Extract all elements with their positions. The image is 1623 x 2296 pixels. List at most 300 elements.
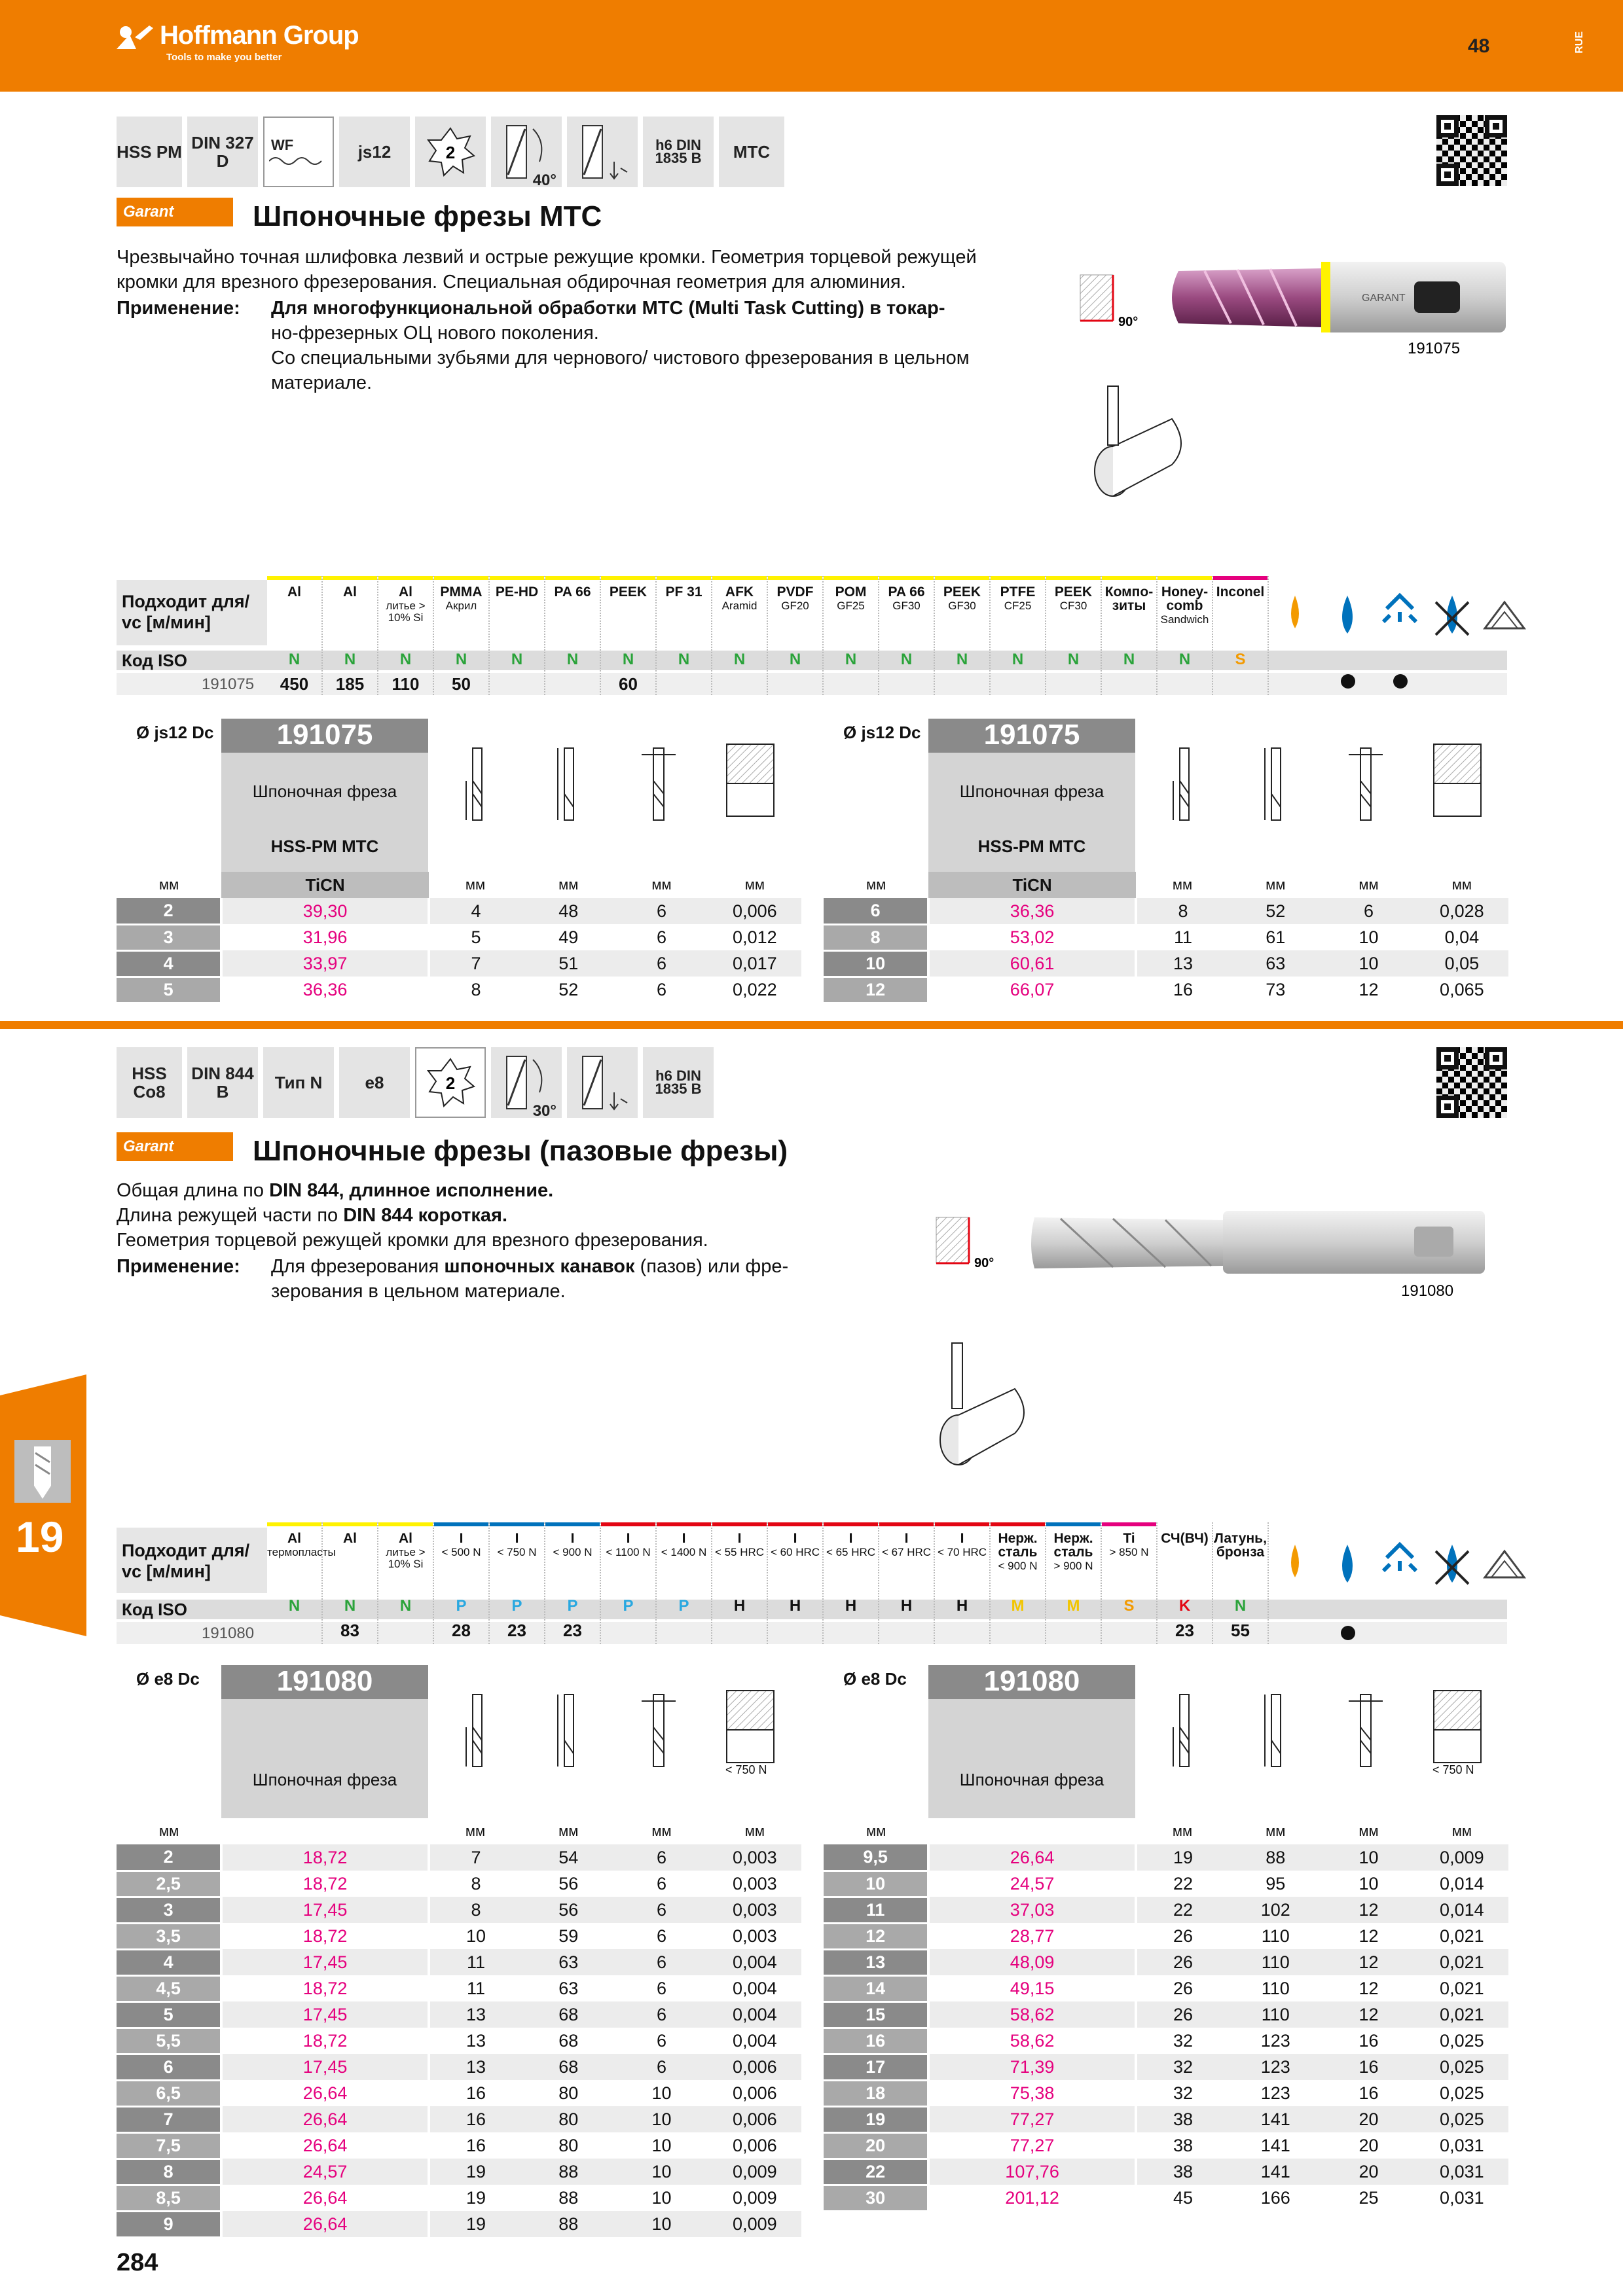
price-value[interactable]: 36,36 xyxy=(221,977,429,1003)
spec-value: 0,021 xyxy=(1415,1923,1508,1949)
row-label-2: 191080 xyxy=(202,1624,255,1642)
language-code: RUE xyxy=(1574,31,1585,54)
iso-code: H xyxy=(733,1597,746,1615)
diameter-value: 4 xyxy=(117,950,221,977)
spec-flutes xyxy=(415,1047,486,1118)
spec-value: 8 xyxy=(429,977,522,1003)
coating-label: TiCN xyxy=(221,872,429,898)
brand-name: Hoffmann Group xyxy=(160,21,359,50)
iso-code: P xyxy=(511,1597,522,1615)
spec-value: 19 xyxy=(429,2159,522,2185)
material-col xyxy=(712,1522,768,1644)
material-name: Al xyxy=(399,584,412,600)
material-col xyxy=(768,576,824,695)
material-sub: термопласты xyxy=(267,1546,336,1558)
diameter-value: 9,5 xyxy=(824,1844,928,1871)
qr-code-1[interactable] xyxy=(1436,115,1507,186)
price-value[interactable]: 49,15 xyxy=(928,1975,1136,2001)
brand-logo xyxy=(117,21,359,63)
diameter-value: 20 xyxy=(824,2132,928,2159)
vc-value: 23 xyxy=(507,1621,526,1640)
spec-value: 123 xyxy=(1229,2028,1322,2054)
spec-value: 16 xyxy=(429,2106,522,2132)
table-row xyxy=(117,2001,801,2028)
material-name: I xyxy=(682,1531,686,1546)
table-row xyxy=(824,924,1508,950)
material-name: Нерж. сталь xyxy=(1053,1531,1093,1560)
table-row xyxy=(117,2211,801,2237)
price-value[interactable]: 26,64 xyxy=(221,2211,429,2237)
spec-value: 88 xyxy=(522,2211,615,2237)
material-name: СЧ(ВЧ) xyxy=(1161,1531,1209,1546)
material-sub: Sandwich xyxy=(1160,613,1209,626)
unit-label: мм xyxy=(558,1823,579,1839)
price-value[interactable]: 75,38 xyxy=(928,2080,1136,2106)
spec-value: 7 xyxy=(429,950,522,977)
diameter-value: 15 xyxy=(824,2001,928,2028)
spec-value: 12 xyxy=(1322,2001,1415,2028)
iso-code: N xyxy=(566,651,579,668)
price-value[interactable]: 48,09 xyxy=(928,1949,1136,1975)
material-col xyxy=(991,1522,1046,1644)
price-value[interactable]: 17,45 xyxy=(221,2054,429,2080)
spec-value: 8 xyxy=(429,1871,522,1897)
material-col xyxy=(1213,1522,1269,1644)
spec-value: 0,014 xyxy=(1415,1897,1508,1923)
spec-value: 6 xyxy=(615,898,708,924)
flutes-icon xyxy=(424,1056,477,1109)
unit-label: мм xyxy=(866,876,886,893)
table-row xyxy=(117,898,801,924)
qr-code-2[interactable] xyxy=(1436,1047,1507,1118)
iso-code: N xyxy=(789,651,801,668)
material-sub: < 900 N xyxy=(553,1546,593,1558)
spec-value: 73 xyxy=(1229,977,1322,1003)
iso-code: H xyxy=(789,1597,801,1615)
product-material: HSS-PM MTC xyxy=(270,836,379,856)
iso-code: P xyxy=(678,1597,689,1615)
spec-value: 88 xyxy=(1229,1844,1322,1871)
iso-code: K xyxy=(1178,1597,1191,1615)
spec-value: 0,021 xyxy=(1415,2001,1508,2028)
page-number-top: 48 xyxy=(1468,35,1490,57)
vc-value: 28 xyxy=(452,1621,471,1640)
material-col xyxy=(879,576,935,695)
diameter-value: 7,5 xyxy=(117,2132,221,2159)
svg-text:2: 2 xyxy=(445,143,456,162)
product-name: Шпоночная фреза xyxy=(252,1770,397,1789)
d-icon xyxy=(614,719,703,850)
table-row xyxy=(824,898,1508,924)
price-value[interactable]: 31,96 xyxy=(221,924,429,950)
spec-value: 10 xyxy=(429,1923,522,1949)
spec-value: 32 xyxy=(1136,2028,1229,2054)
iso-code: N xyxy=(1178,651,1191,668)
spec-value: 16 xyxy=(1322,2054,1415,2080)
iso-code: N xyxy=(1067,651,1080,668)
spec-value: 13 xyxy=(429,2028,522,2054)
price-value[interactable]: 53,02 xyxy=(928,924,1136,950)
price-value[interactable]: 18,72 xyxy=(221,1871,429,1897)
spec-value: 38 xyxy=(1136,2132,1229,2159)
price-value[interactable]: 26,64 xyxy=(928,1844,1136,1871)
spec-value: 63 xyxy=(522,1949,615,1975)
unit-label: мм xyxy=(744,1823,765,1839)
vc-value: 450 xyxy=(280,674,309,694)
price-value[interactable]: 60,61 xyxy=(928,950,1136,977)
price-value[interactable]: 36,36 xyxy=(928,898,1136,924)
spec-value: 20 xyxy=(1322,2159,1415,2185)
material-name: Al xyxy=(287,584,301,600)
spec-value: 0,009 xyxy=(1415,1844,1508,1871)
spec-value: 141 xyxy=(1229,2132,1322,2159)
spec-din: DIN 327 D xyxy=(187,117,258,187)
lt-icon xyxy=(522,719,611,850)
price-value[interactable]: 201,12 xyxy=(928,2185,1136,2211)
material-name: Ti xyxy=(1123,1531,1135,1546)
fz-icon xyxy=(706,719,795,850)
iso-code: M xyxy=(1011,1597,1025,1615)
product-material: HSS-PM MTC xyxy=(977,836,1086,856)
material-name: Al xyxy=(399,1531,412,1546)
spec-value: 5 xyxy=(429,924,522,950)
table-row xyxy=(824,2028,1508,2054)
price-value[interactable]: 66,07 xyxy=(928,977,1136,1003)
ls-icon xyxy=(1138,1665,1227,1796)
table-row xyxy=(117,1844,801,1871)
table-row xyxy=(117,1923,801,1949)
spec-value: 6 xyxy=(615,2001,708,2028)
iso-code: N xyxy=(845,651,857,668)
spec-mtc: MTC xyxy=(719,117,784,187)
iso-label-2: Код ISO xyxy=(122,1600,187,1619)
unit-label: мм xyxy=(651,1823,672,1839)
spec-value: 166 xyxy=(1229,2185,1322,2211)
price-value[interactable]: 58,62 xyxy=(928,2028,1136,2054)
spec-value: 7 xyxy=(429,1844,522,1871)
diameter-value: 3,5 xyxy=(117,1923,221,1949)
material-col xyxy=(490,1522,545,1644)
material-col xyxy=(378,1522,434,1644)
price-value[interactable]: 18,72 xyxy=(221,1975,429,2001)
spec-value: 16 xyxy=(1136,977,1229,1003)
spec-value: 0,004 xyxy=(708,1975,801,2001)
spec-value: 6 xyxy=(615,1975,708,2001)
spec-value: 16 xyxy=(429,2132,522,2159)
spec-value: 12 xyxy=(1322,977,1415,1003)
diameter-value: 17 xyxy=(824,2054,928,2080)
diameter-value: 4,5 xyxy=(117,1975,221,2001)
price-value[interactable]: 18,72 xyxy=(221,1923,429,1949)
material-name: I xyxy=(626,1531,630,1546)
diameter-value: 6 xyxy=(824,898,928,924)
unit-label: мм xyxy=(1451,876,1472,893)
spec-value: 0,004 xyxy=(708,2001,801,2028)
spec-value: 6 xyxy=(615,1871,708,1897)
material-name: PA 66 xyxy=(888,584,925,600)
spec-value: 6 xyxy=(615,1844,708,1871)
material-name: PEEK xyxy=(609,584,647,600)
spec-value: 0,04 xyxy=(1415,924,1508,950)
spec-value: 0,003 xyxy=(708,1897,801,1923)
table-row xyxy=(824,1923,1508,1949)
vc-value: 50 xyxy=(452,674,471,694)
spec-value: 123 xyxy=(1229,2080,1322,2106)
price-value[interactable]: 77,27 xyxy=(928,2132,1136,2159)
material-name: Inconel xyxy=(1216,584,1265,600)
diameter-value: 14 xyxy=(824,1975,928,2001)
table-row xyxy=(117,1871,801,1897)
price-value[interactable]: 26,64 xyxy=(221,2080,429,2106)
spec-value: 6 xyxy=(615,1923,708,1949)
price-value[interactable]: 71,39 xyxy=(928,2054,1136,2080)
material-sub: < 55 HRC xyxy=(714,1546,765,1558)
material-col xyxy=(601,576,657,695)
iso-code: N xyxy=(678,651,690,668)
coolant-dot xyxy=(1341,1626,1355,1640)
spec-value: 10 xyxy=(615,2106,708,2132)
spec-value: 0,065 xyxy=(1415,977,1508,1003)
price-value[interactable]: 26,64 xyxy=(221,2106,429,2132)
material-sub: < 900 N xyxy=(998,1560,1038,1572)
iso-code: H xyxy=(845,1597,857,1615)
price-value[interactable]: 17,45 xyxy=(221,2001,429,2028)
table-row xyxy=(824,977,1508,1003)
spec-value: 10 xyxy=(1322,924,1415,950)
iso-code: H xyxy=(900,1597,913,1615)
material-col xyxy=(1046,1522,1102,1644)
vc-value: 110 xyxy=(392,674,420,694)
diameter-label: Ø js12 Dc xyxy=(136,723,214,742)
material-name: PTFE xyxy=(1000,584,1036,600)
spec-value: 0,006 xyxy=(708,2132,801,2159)
table-row xyxy=(117,2106,801,2132)
price-value[interactable]: 24,57 xyxy=(221,2159,429,2185)
article-number: 191075 xyxy=(276,719,373,751)
table-row xyxy=(824,2106,1508,2132)
spec-value: 13 xyxy=(1136,950,1229,977)
unit-label: мм xyxy=(1266,876,1286,893)
price-value[interactable]: 26,64 xyxy=(221,2132,429,2159)
coolant-icons-2 xyxy=(1269,1525,1531,1597)
diameter-value: 8 xyxy=(824,924,928,950)
table-row xyxy=(824,1871,1508,1897)
mill-image-191080 xyxy=(930,1204,1506,1479)
spec-icon-bar-1 xyxy=(117,117,784,187)
material-name: I xyxy=(793,1531,797,1546)
price-value[interactable]: 24,57 xyxy=(928,1871,1136,1897)
spec-din: DIN 844 B xyxy=(187,1047,258,1118)
price-value[interactable]: 26,64 xyxy=(221,2185,429,2211)
chapter-tab[interactable] xyxy=(0,1374,86,1636)
table-row xyxy=(824,2054,1508,2080)
iso-code: S xyxy=(1123,1597,1135,1615)
coating-label: TiCN xyxy=(928,872,1136,898)
iso-code: N xyxy=(455,651,467,668)
lt-icon xyxy=(1230,1665,1319,1796)
section1-title: Шпоночные фрезы MTC xyxy=(253,200,602,232)
spec-value: 63 xyxy=(1229,950,1322,977)
spec-value: 0,009 xyxy=(708,2211,801,2237)
spec-value: 8 xyxy=(1136,898,1229,924)
spec-value: 16 xyxy=(429,2080,522,2106)
material-name: Латунь, бронза xyxy=(1214,1531,1267,1560)
material-col xyxy=(768,1522,824,1644)
coolant-dot xyxy=(1393,674,1408,689)
table-row xyxy=(117,924,801,950)
article-number: 191075 xyxy=(983,719,1080,751)
material-col xyxy=(935,576,991,695)
price-value[interactable]: 58,62 xyxy=(928,2001,1136,2028)
spec-value: 110 xyxy=(1229,2001,1322,2028)
unit-label: мм xyxy=(1359,1823,1379,1839)
wave-icon xyxy=(269,154,328,168)
spec-value: 25 xyxy=(1322,2185,1415,2211)
material-col xyxy=(991,576,1046,695)
table-row xyxy=(117,2185,801,2211)
spec-value: 6 xyxy=(615,1897,708,1923)
section1-application: Для многофункциональной обработки MTC (Multi Task Cutting) в токар- но-фрезерных ОЦ нового поколения. Со специальными зубьями для чернового/ чистового фрезерования в цельном материале. xyxy=(271,298,970,393)
iso-code: N xyxy=(1123,651,1135,668)
spec-value: 10 xyxy=(1322,950,1415,977)
diameter-value: 19 xyxy=(824,2106,928,2132)
table-row xyxy=(824,2132,1508,2159)
material-name: I xyxy=(459,1531,464,1546)
material-sub: < 1400 N xyxy=(661,1546,707,1558)
spec-shank: h6 DIN 1835 B xyxy=(643,117,714,187)
section2-title: Шпоночные фрезы (пазовые фрезы) xyxy=(253,1135,788,1167)
material-name: PEEK xyxy=(943,584,981,600)
spec-type: Тип N xyxy=(263,1047,334,1118)
spec-value: 0,009 xyxy=(708,2159,801,2185)
spec-plunge xyxy=(567,117,638,187)
price-value[interactable]: 33,97 xyxy=(221,950,429,977)
fz-condition: < 750 N xyxy=(725,1763,767,1776)
material-col xyxy=(824,1522,879,1644)
unit-label: мм xyxy=(1172,1823,1193,1839)
vc-value: 185 xyxy=(335,674,365,694)
spec-value: 10 xyxy=(615,2132,708,2159)
material-sub: > 900 N xyxy=(1053,1560,1093,1572)
material-table-1: Подходит для/ vc [м/мин] Код ISO 191075 Al N 450 Al N 185 Al литье > 10% Si N 110 PMMA Акрил N 50 PE-HD N PA 66 N PEEK N 60 PF 31 N AFK Aramid N PVDF GF20 N POM GF25 N PA 66 GF30 N PEEK GF30 N PTFE CF25 N PEEK CF30 N Компо-зиты N Honey-comb Sandwich N Inconel S xyxy=(117,576,1507,720)
spec-helix: 40° xyxy=(491,117,562,187)
material-name: Al xyxy=(343,584,357,600)
material-name: PEEK xyxy=(1054,584,1093,600)
spec-value: 68 xyxy=(522,2028,615,2054)
spec-value: 26 xyxy=(1136,1923,1229,1949)
table-row xyxy=(824,1844,1508,1871)
price-value[interactable]: 18,72 xyxy=(221,2028,429,2054)
svg-text:GARANT: GARANT xyxy=(1362,293,1406,304)
section2-description: Общая длина по DIN 844, длинное исполнение. Длина режущей части по DIN 844 короткая. Геометрия торцевой режущей кромки для врезного фрезерования. xyxy=(117,1180,708,1251)
diameter-value: 13 xyxy=(824,1949,928,1975)
unit-label: мм xyxy=(159,876,179,893)
price-value[interactable]: 77,27 xyxy=(928,2106,1136,2132)
diameter-label: Ø e8 Dc xyxy=(136,1669,200,1689)
spec-value: 6 xyxy=(615,2028,708,2054)
material-col xyxy=(1102,1522,1158,1644)
unit-label: мм xyxy=(651,876,672,893)
material-sub: < 65 HRC xyxy=(826,1546,876,1558)
diameter-value: 5 xyxy=(117,977,221,1003)
table-row xyxy=(117,2159,801,2185)
diameter-value: 30 xyxy=(824,2185,928,2211)
spec-value: 13 xyxy=(429,2001,522,2028)
spec-value: 0,031 xyxy=(1415,2132,1508,2159)
material-name: PVDF xyxy=(776,584,814,600)
material-sub: GF20 xyxy=(781,600,809,612)
table-row xyxy=(117,977,801,1003)
table-row xyxy=(824,2080,1508,2106)
material-col xyxy=(1158,576,1213,695)
spec-value: 0,025 xyxy=(1415,2080,1508,2106)
product-table-191080-a xyxy=(117,1665,801,2238)
section-separator xyxy=(0,1021,1623,1029)
unit-label: мм xyxy=(159,1823,179,1839)
diameter-value: 8,5 xyxy=(117,2185,221,2211)
spec-value: 52 xyxy=(1229,898,1322,924)
unit-label: мм xyxy=(465,876,486,893)
d-icon xyxy=(1321,719,1410,850)
table-row xyxy=(824,950,1508,977)
spec-tolerance: e8 xyxy=(339,1047,410,1118)
table-row xyxy=(117,2080,801,2106)
spec-flutes xyxy=(415,117,486,187)
spec-value: 11 xyxy=(429,1975,522,2001)
spec-tolerance: js12 xyxy=(339,117,410,187)
diameter-value: 7 xyxy=(117,2106,221,2132)
lt-icon xyxy=(522,1665,611,1796)
spec-value: 10 xyxy=(1322,1871,1415,1897)
spec-value: 11 xyxy=(1136,924,1229,950)
spec-value: 0,031 xyxy=(1415,2159,1508,2185)
price-value[interactable]: 37,03 xyxy=(928,1897,1136,1923)
spec-value: 6 xyxy=(615,950,708,977)
iso-code: N xyxy=(288,1597,301,1615)
price-value[interactable]: 28,77 xyxy=(928,1923,1136,1949)
plunge-icon xyxy=(576,122,629,181)
svg-text:2: 2 xyxy=(445,1073,456,1093)
price-value[interactable]: 107,76 xyxy=(928,2159,1136,2185)
spec-value: 54 xyxy=(522,1844,615,1871)
product-table-191075-b xyxy=(824,719,1508,1004)
hoffmann-logo-icon xyxy=(117,24,155,49)
table-row xyxy=(117,1897,801,1923)
spec-value: 0,025 xyxy=(1415,2054,1508,2080)
spec-value: 12 xyxy=(1322,1897,1415,1923)
price-value[interactable]: 17,45 xyxy=(221,1897,429,1923)
spec-value: 52 xyxy=(522,977,615,1003)
spec-value: 63 xyxy=(522,1975,615,2001)
spec-value: 32 xyxy=(1136,2054,1229,2080)
price-value[interactable]: 18,72 xyxy=(221,1844,429,1871)
material-sub: < 750 N xyxy=(497,1546,537,1558)
material-col xyxy=(657,1522,712,1644)
vc-value: 83 xyxy=(340,1621,359,1640)
spec-value: 0,006 xyxy=(708,898,801,924)
spec-value: 56 xyxy=(522,1897,615,1923)
iso-code: N xyxy=(1234,1597,1247,1615)
material-sub: литье > 10% Si xyxy=(386,600,426,624)
price-value[interactable]: 39,30 xyxy=(221,898,429,924)
spec-value: 0,006 xyxy=(708,2080,801,2106)
price-value[interactable]: 17,45 xyxy=(221,1949,429,1975)
material-sub: литье > 10% Si xyxy=(386,1546,426,1570)
svg-text:191075: 191075 xyxy=(1408,340,1461,357)
coolant-icons-1 xyxy=(1269,576,1531,648)
spec-value: 10 xyxy=(1322,1844,1415,1871)
spec-value: 20 xyxy=(1322,2132,1415,2159)
